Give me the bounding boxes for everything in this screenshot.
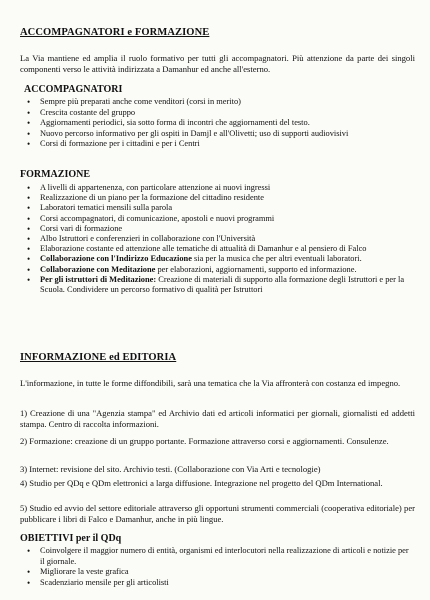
list-item: • Nuovo percorso informativo per gli ospiti in Damjl e all'Olivetti; uso di supporti audiovisivi: [24, 129, 414, 140]
list-item: • Corsi vari di formazione: [24, 224, 414, 234]
list-item: • Coinvolgere il maggior numero di entità, organismi ed interlocutori nella realizzazione di articoli e notizie per il giornale.: [24, 546, 414, 567]
bold-lead: Collaborazione con l'Indirizzo Educazione: [40, 254, 192, 264]
bold-lead: Collaborazione con Meditazione: [40, 264, 156, 274]
list-item: • A livelli di appartenenza, con particolare attenzione ai nuovi ingressi: [24, 183, 414, 193]
list-item: • Migliorare la veste grafica: [24, 567, 414, 578]
formazione-list: [24, 183, 414, 295]
list-item: • Corsi di formazione per i cittadini e per i Centri: [24, 139, 414, 150]
subsection-title-accompagnatori: ACCOMPAGNATORI: [24, 84, 123, 95]
list-item: • Sempre più preparati anche come venditori (corsi in merito): [24, 97, 414, 108]
numbered-item-3: 3) Internet: revisione del sito. Archivio testi. (Collaborazione con Via Arti e tecnologie): [20, 464, 321, 474]
list-item: • Albo Istruttori e conferenzieri in collaborazione con l'Università: [24, 234, 414, 244]
item-text: sia per la musica che per altri eventuali laboratori.: [191, 254, 362, 264]
informazione-intro-paragraph: L'informazione, in tutte le forme diffondibili, sarà una tematica che la Via affronterà con costanza ed impegno.: [20, 378, 401, 388]
subsection-title-formazione: FORMAZIONE: [20, 169, 90, 180]
section-intro-paragraph: La Via mantiene ed amplia il ruolo formativo per tutti gli accompagnatori. Più attenzione da parte dei singoli componenti verso le attività indirizzata a Damanhur ed anche all'esterno.: [20, 53, 415, 74]
item-text: Creazione di materiali di supporto alla formazione degli Istruttori e per la Scuola. Condividere un percorso formativo di qualità per Istruttori: [40, 274, 405, 295]
numbered-item-2: 2) Formazione: creazione di un gruppo portante. Formazione attraverso corsi e aggiornamenti. Consulenze.: [20, 436, 389, 446]
list-item: [24, 254, 414, 264]
subsection-title-obiettivi: OBIETTIVI per il QDq: [20, 533, 122, 544]
list-item: • Crescita costante del gruppo: [24, 108, 414, 119]
numbered-item-5: 5) Studio ed avvio del settore editoriale attraverso gli opportuni strumenti commerciali (cooperativa editoriale) per pubblicare i libri di Falco e Damanhur, anche in più lingue.: [20, 503, 415, 524]
list-item: • Laboratori tematici mensili sulla parola: [24, 203, 414, 213]
numbered-item-1: 1) Creazione di una "Agenzia stampa" ed Archivio dati ed articoli informatici per giornali, giornalisti ed addetti stampa. Centro di raccolta informazioni.: [20, 408, 415, 429]
section-title-accompagnatori-formazione: ACCOMPAGNATORI e FORMAZIONE: [20, 27, 210, 38]
item-text: per elaborazioni, aggiornamenti, supporto ed informazione.: [155, 264, 357, 274]
list-item: • Realizzazione di un piano per la formazione del cittadino residente: [24, 193, 414, 203]
list-item: • Aggiornamenti periodici, sia sotto forma di incontri che aggiornamenti del testo.: [24, 118, 414, 129]
bold-lead: Per gli istruttori di Meditazione:: [40, 274, 157, 284]
list-item: • Elaborazione costante ed attenzione alle tematiche di attualità di Damanhur e al pensiero di Falco: [24, 244, 414, 254]
obiettivi-list: [24, 546, 414, 588]
list-item: • Scadenziario mensile per gli articolisti: [24, 578, 414, 589]
numbered-item-4: 4) Studio per QDq e QDm elettronici a larga diffusione. Integrazione nel progetto del QDm International.: [20, 478, 383, 488]
list-item: [24, 265, 414, 275]
accompagnatori-list: [24, 97, 414, 150]
list-item: • Corsi accompagnatori, di comunicazione, apostoli e nuovi programmi: [24, 214, 414, 224]
section-title-informazione-editoria: INFORMAZIONE ed EDITORIA: [20, 352, 177, 363]
list-item: [24, 275, 414, 295]
